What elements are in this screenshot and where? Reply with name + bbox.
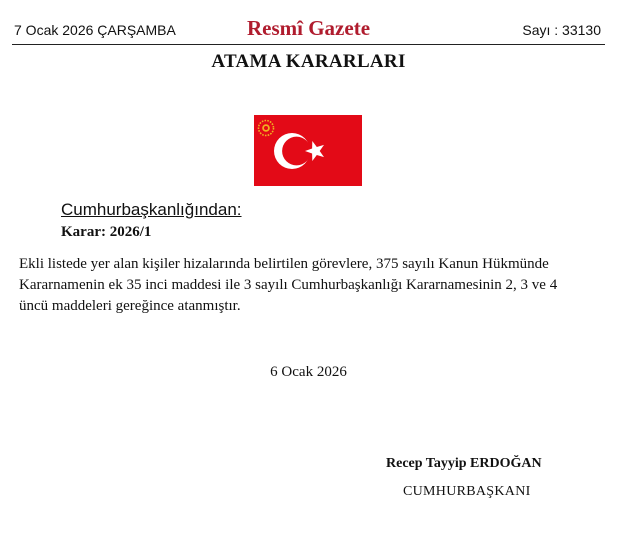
- gazette-title: Resmî Gazete: [246, 16, 371, 40]
- decision-body: [19, 254, 591, 317]
- turkish-flag-icon: [254, 115, 362, 186]
- publication-date: 7 Ocak 2026 ÇARŞAMBA: [14, 22, 176, 38]
- signatory-title: CUMHURBAŞKANI: [403, 484, 531, 499]
- document-title: ATAMA KARARLARI: [211, 51, 406, 72]
- decision-date: 6 Ocak 2026: [270, 364, 347, 380]
- issue-number: Sayı : 33130: [522, 22, 601, 38]
- signatory-name: Recep Tayyip ERDOĞAN: [386, 456, 542, 471]
- issuing-authority: Cumhurbaşkanlığından:: [61, 200, 242, 219]
- body-line: Kararnamenin ek 35 inci maddesi ile 3 sayılı Cumhurbaşkanlığı Kararnamesinin 2, 3 ve 4: [19, 277, 558, 293]
- header-divider: [12, 44, 605, 45]
- body-line: üncü maddeleri gereğince atanmıştır.: [19, 298, 241, 314]
- body-line: Ekli listede yer alan kişiler hizalarında belirtilen görevlere, 375 sayılı Kanun Hükmünde: [19, 256, 549, 272]
- gazette-header: [0, 0, 617, 46]
- decision-number: Karar: 2026/1: [61, 224, 152, 240]
